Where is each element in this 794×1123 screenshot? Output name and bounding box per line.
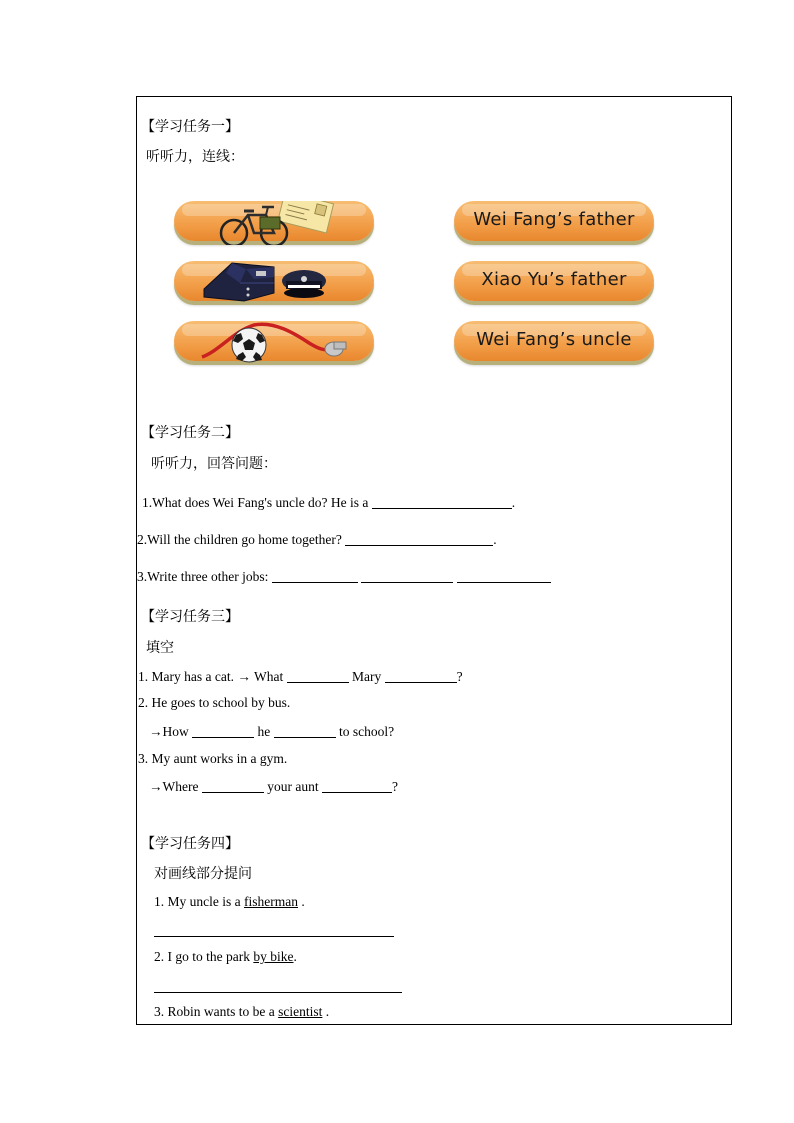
task3-item-3-answer: →Where your aunt ? xyxy=(149,779,398,794)
answer-blank[interactable] xyxy=(272,568,358,583)
answer-blank[interactable] xyxy=(274,723,336,738)
question-text: 3.Write three other jobs: xyxy=(137,569,269,584)
task3-item-2: 2. He goes to school by bus. xyxy=(138,695,291,710)
task4-heading: 【学习任务四】 xyxy=(141,836,239,852)
worksheet-frame xyxy=(136,96,732,1025)
task2-instruction: 听听力，回答问题： xyxy=(151,456,277,472)
bicycle-pill[interactable] xyxy=(174,201,374,241)
answer-blank[interactable] xyxy=(202,778,264,793)
question-text: 2.Will the children go home together? xyxy=(137,532,342,547)
coach-pill[interactable] xyxy=(174,321,374,361)
whistle-and-football-icon xyxy=(174,321,374,365)
task4-instruction: 对画线部分提问 xyxy=(154,866,252,882)
pill-label-wei-fang-uncle: Wei Fang’s uncle xyxy=(476,329,632,350)
task1-heading: 【学习任务一】 xyxy=(141,119,239,135)
answer-blank[interactable] xyxy=(457,568,551,583)
task4-item-2: 2. I go to the park by bike. xyxy=(154,949,297,964)
task2-question-1: 1.What does Wei Fang's uncle do? He is a . xyxy=(142,495,516,510)
pill-label-wei-fang-father: Wei Fang’s father xyxy=(473,209,635,230)
answer-blank[interactable] xyxy=(322,778,392,793)
task3-item-1: 1. Mary has a cat. → What Mary ? xyxy=(138,669,463,684)
label-pill-1[interactable] xyxy=(454,201,654,241)
answer-blank[interactable] xyxy=(385,668,457,683)
bicycle-and-letter-icon xyxy=(174,201,374,245)
underlined-part: fisherman xyxy=(244,894,298,909)
task2-question-3 xyxy=(137,568,551,585)
label-pill-3[interactable] xyxy=(454,321,654,361)
task4-answer-line-1[interactable] xyxy=(154,936,394,937)
label-pill-2[interactable] xyxy=(454,261,654,301)
task3-heading: 【学习任务三】 xyxy=(141,609,239,625)
answer-blank[interactable] xyxy=(372,494,512,509)
underlined-part: scientist xyxy=(278,1004,323,1019)
task3-item-2-answer: →How he to school? xyxy=(149,724,395,739)
task4-item-1: 1. My uncle is a fisherman . xyxy=(154,894,305,909)
task2-heading: 【学习任务二】 xyxy=(141,425,239,441)
task4-answer-line-2[interactable] xyxy=(154,992,402,993)
task2-question-2: 2.Will the children go home together? . xyxy=(137,532,497,547)
pill-label-xiao-yu-father: Xiao Yu’s father xyxy=(481,269,627,290)
answer-blank[interactable] xyxy=(287,668,349,683)
answer-blank[interactable] xyxy=(192,723,254,738)
task4-item-3: 3. Robin wants to be a scientist . xyxy=(154,1004,330,1019)
police-pill[interactable] xyxy=(174,261,374,301)
task3-instruction: 填空 xyxy=(146,640,174,656)
task3-item-3: 3. My aunt works in a gym. xyxy=(138,751,288,766)
police-uniform-and-cap-icon xyxy=(174,261,374,305)
answer-blank[interactable] xyxy=(345,531,493,546)
underlined-part: by bike xyxy=(253,949,294,964)
task1-instruction: 听听力，连线： xyxy=(146,149,244,165)
question-text: 1.What does Wei Fang's uncle do? He is a xyxy=(142,495,369,510)
answer-blank[interactable] xyxy=(361,568,453,583)
